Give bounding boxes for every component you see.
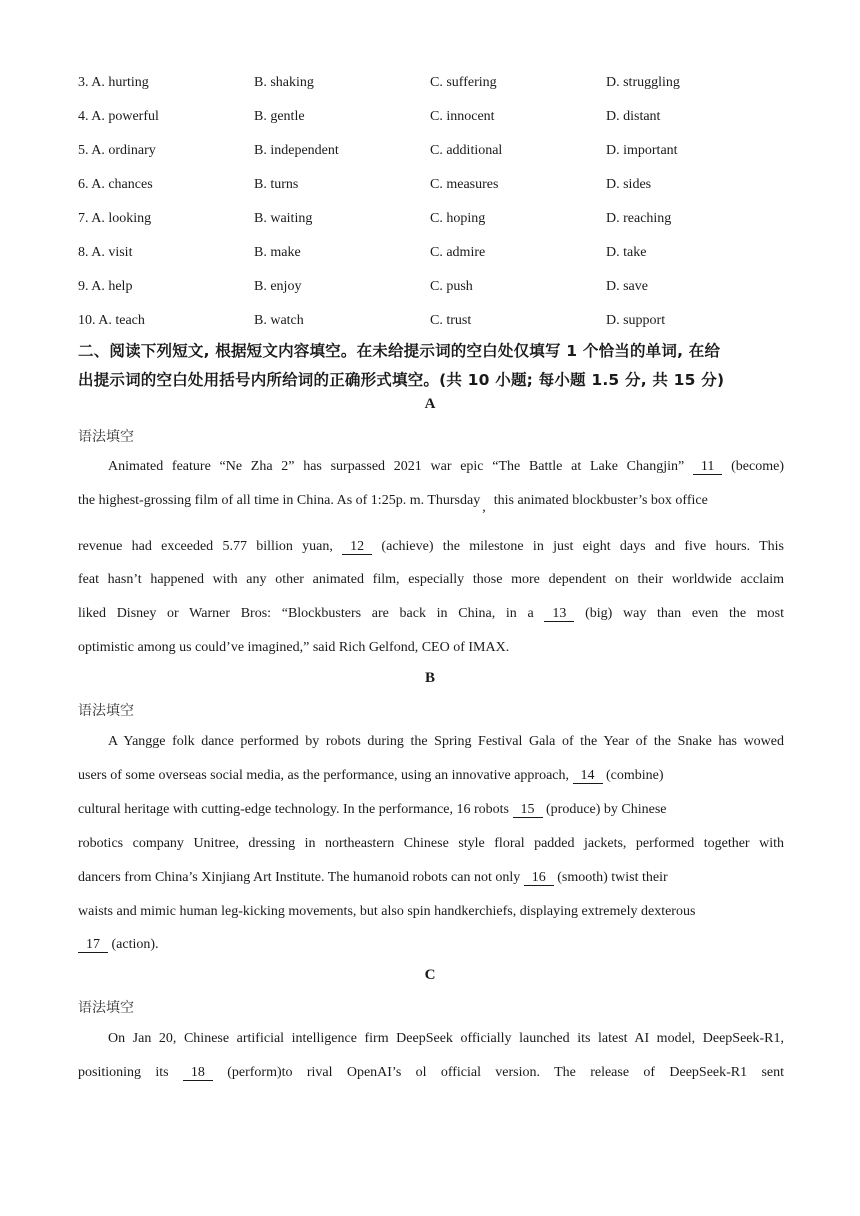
passage-a-line: feat hasn’t happened with any other animated film, especially those more dependent on their worldwide acclaim [78, 572, 784, 587]
passage-b-line: A Yangge folk dance performed by robots during the Spring Festival Gala of the Year of the Snake has wowed [108, 734, 784, 749]
section-a-tag: 语法填空 [78, 429, 134, 445]
passage-a-line: optimistic among us could’ve imagined,” said Rich Gelfond, CEO of IMAX. [78, 640, 510, 655]
passage-b-line: 17 (action). [78, 937, 784, 953]
option-d: D. distant [606, 109, 661, 124]
option-c: C. admire [430, 245, 486, 260]
option-a: 8. A. visit [78, 245, 133, 260]
option-a: 4. A. powerful [78, 109, 159, 124]
passage-a-line: Animated feature “Ne Zha 2” has surpassed 2021 war epic “The Battle at Lake Changjin” 11 (become) [108, 459, 784, 474]
option-a: 5. A. ordinary [78, 143, 156, 158]
blank-17: 17 [78, 937, 108, 953]
option-d: D. important [606, 143, 678, 158]
option-d: D. reaching [606, 211, 672, 226]
option-row [78, 313, 798, 335]
passage-b-line: waists and mimic human leg-kicking movements, but also spin handkerchiefs, displaying extremely dexterous [78, 904, 696, 919]
section-c-heading: C [424, 967, 436, 983]
option-d: D. support [606, 313, 666, 328]
section-b-heading: B [424, 670, 435, 686]
section-b-tag: 语法填空 [78, 703, 134, 719]
passage-b-line: cultural heritage with cutting-edge technology. In the performance, 16 robots 15 (produce) by Chinese [78, 802, 667, 817]
option-c: C. hoping [430, 211, 486, 226]
option-a: 6. A. chances [78, 177, 153, 192]
option-c: C. trust [430, 313, 472, 328]
option-row [78, 279, 798, 301]
option-row [78, 75, 798, 97]
instruction-line-1: 二、阅读下列短文, 根据短文内容填空。在未给提示词的空白处仅填写 1 个恰当的单词, 在给 [78, 342, 721, 360]
section-instruction [78, 337, 786, 395]
option-d: D. save [606, 279, 648, 294]
option-row [78, 143, 798, 165]
passage-a-line: revenue had exceeded 5.77 billion yuan, 12 (achieve) the milestone in just eight days and five hours. This [78, 539, 785, 554]
option-b: B. independent [254, 143, 339, 158]
option-b: B. turns [254, 177, 299, 192]
option-row [78, 109, 798, 131]
passage-b-line: robotics company Unitree, dressing in northeastern Chinese style floral padded jackets, performed together with [78, 836, 784, 851]
option-b: B. gentle [254, 109, 305, 124]
blank-16: 16 [524, 870, 554, 886]
blank-13: 13 [544, 606, 574, 622]
option-b: B. shaking [254, 75, 314, 90]
option-row [78, 211, 798, 233]
option-a: 7. A. looking [78, 211, 152, 226]
option-a: 3. A. hurting [78, 75, 149, 90]
option-c: C. additional [430, 143, 503, 158]
option-a: 9. A. help [78, 279, 133, 294]
option-d: D. sides [606, 177, 652, 192]
option-b: B. waiting [254, 211, 313, 226]
option-b: B. watch [254, 313, 304, 328]
stray-comma: , [482, 500, 486, 515]
passage-a-line: the highest-grossing film of all time in China. As of 1:25p. m. Thursday , this animated blockbuster’s box office [78, 493, 708, 515]
passage-b-line: dancers from China’s Xinjiang Art Institute. The humanoid robots can not only 16 (smooth) twist their [78, 870, 668, 885]
option-b: B. enjoy [254, 279, 302, 294]
option-a: 10. A. teach [78, 313, 145, 328]
passage-c-line: On Jan 20, Chinese artificial intelligence firm DeepSeek officially launched its latest AI model, DeepSeek-R1, [108, 1031, 784, 1046]
blank-18: 18 [183, 1065, 213, 1081]
section-c-tag: 语法填空 [78, 1000, 134, 1016]
option-c: C. innocent [430, 109, 495, 124]
instruction-line-2: 出提示词的空白处用括号内所给词的正确形式填空。(共 10 小题; 每小题 1.5 分, 共 15 分) [78, 371, 725, 389]
option-c: C. measures [430, 177, 499, 192]
option-d: D. struggling [606, 75, 680, 90]
blank-11: 11 [693, 459, 722, 475]
option-b: B. make [254, 245, 301, 260]
passage-a-line: liked Disney or Warner Bros: “Blockbusters are back in China, in a 13 (big) way than even the most [78, 606, 784, 621]
blank-12: 12 [342, 539, 372, 555]
option-row [78, 177, 798, 199]
option-c: C. push [430, 279, 473, 294]
passage-c-line: positioning its 18 (perform)to rival OpenAI’s ol official version. The release of DeepSeek-R1 sent [78, 1065, 784, 1080]
option-row [78, 245, 798, 267]
option-d: D. take [606, 245, 647, 260]
passage-b-line: users of some overseas social media, as the performance, using an innovative approach, 14 (combine) [78, 768, 664, 783]
blank-14: 14 [573, 768, 603, 784]
blank-15: 15 [513, 802, 543, 818]
option-c: C. suffering [430, 75, 497, 90]
section-a-heading: A [424, 396, 436, 412]
